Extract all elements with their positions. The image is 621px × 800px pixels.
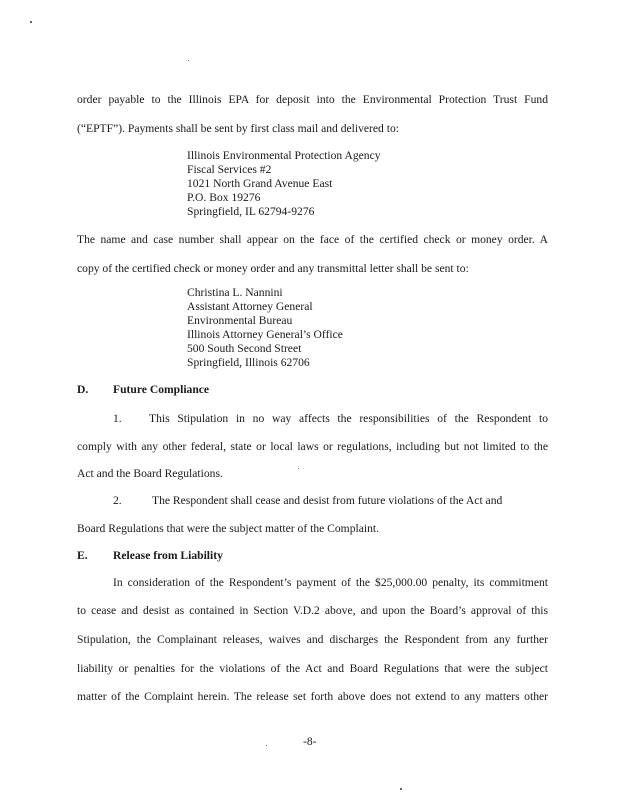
body-line: Act and the Board Regulations. [77,467,223,480]
scan-speck [400,788,402,790]
body-line: In consideration of the Respondent’s payment of the $25,000.00 penalty, its commitment [113,576,548,589]
section-e-letter: E. [77,549,88,562]
section-d-letter: D. [77,383,89,396]
body-line: liability or penalties for the violations of the Act and Board Regulations that were the subject [77,662,548,675]
address-line: Springfield, IL 62794-9276 [187,205,315,218]
page-number: -8- [303,735,317,748]
address-line: Fiscal Services #2 [187,163,272,176]
address-line: P.O. Box 19276 [187,191,261,204]
scan-speck [298,468,299,469]
body-line: to cease and desist as contained in Section V.D.2 above, and upon the Board’s approval of this [77,604,548,617]
item-number: 1. [113,412,122,425]
address-line: Environmental Bureau [187,314,293,327]
scan-speck [266,745,267,746]
section-d-heading: Future Compliance [113,383,210,396]
address-line: 1021 North Grand Avenue East [187,177,333,190]
address-line: Assistant Attorney General [187,300,313,313]
scan-speck [188,60,189,61]
body-line: Board Regulations that were the subject matter of the Complaint. [77,522,380,535]
address-line: 500 South Second Street [187,342,302,355]
address-line: Illinois Attorney General’s Office [187,328,343,341]
body-line: order payable to the Illinois EPA for deposit into the Environmental Protection Trust Fund [77,93,548,106]
item-number: 2. [113,494,122,507]
body-line: copy of the certified check or money order and any transmittal letter shall be sent to: [77,262,469,275]
address-line: Springfield, Illinois 62706 [187,356,310,369]
body-line: (“EPTF”). Payments shall be sent by first class mail and delivered to: [77,122,399,135]
body-line: This Stipulation in no way affects the responsibilities of the Respondent to [149,412,548,425]
section-e-heading: Release from Liability [113,549,223,562]
scan-speck [30,21,32,23]
address-line: Illinois Environmental Protection Agency [187,149,381,162]
address-line: Christina L. Nannini [187,286,283,299]
body-line: The Respondent shall cease and desist from future violations of the Act and [152,494,503,507]
body-line: Stipulation, the Complainant releases, waives and discharges the Respondent from any further [77,633,548,646]
body-line: matter of the Complaint herein. The release set forth above does not extend to any matters other [77,690,548,703]
body-line: The name and case number shall appear on the face of the certified check or money order. A [77,233,548,246]
body-line: comply with any other federal, state or local laws or regulations, including but not limited to the [77,440,548,453]
